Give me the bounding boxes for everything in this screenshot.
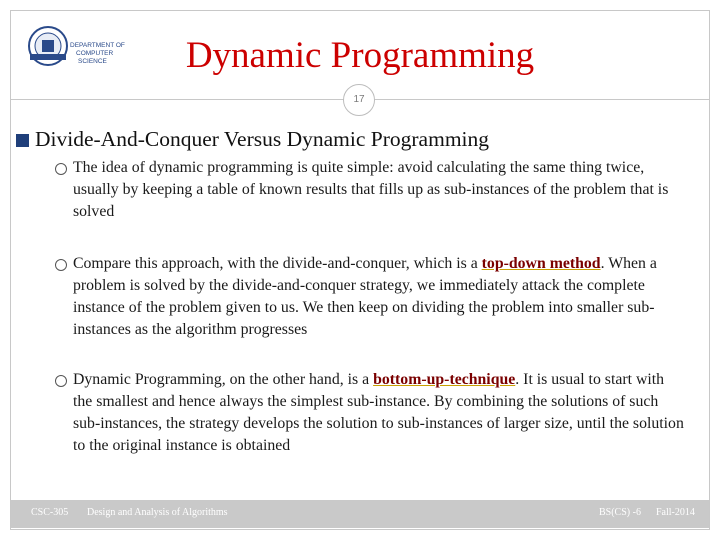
slide-number: 17 [343, 84, 375, 116]
bullet-1-text: The idea of dynamic programming is quite simple: avoid calculating the same thing twice, usually by keeping a table of known results that fills up as sub-instances of the problem that is solved [73, 159, 669, 220]
bullet-2-highlight: top-down method [481, 255, 601, 272]
logo-text-line-1: DEPARTMENT OF [70, 42, 125, 49]
bullet-2-text-before: Compare this approach, with the divide-and-conquer, which is a [73, 255, 482, 272]
bullet-3-highlight: bottom-up-technique [373, 371, 516, 388]
footer-subject: Design and Analysis of Algorithms [87, 507, 228, 518]
bullet-item-1 [73, 157, 685, 223]
bullet-2-text-after: . When a problem is solved by the divide-and-conquer strategy, we immediately attack the complete instance of the problem given to us. We then keep on dividing the problem into smaller sub-instances as the algorithm progresses [73, 255, 657, 338]
footer-term: Fall-2014 [656, 507, 695, 518]
bullet-3-text-before: Dynamic Programming, on the other hand, is a [73, 371, 374, 388]
slide-title: Dynamic Programming [185, 35, 535, 76]
section-heading-text: Divide-And-Conquer Versus Dynamic Programming [35, 127, 490, 151]
logo-text-line-2: COMPUTER [76, 50, 114, 57]
bullet-3-text-after: . It is usual to start with the smallest and hence always the simplest sub-instance. By combining the solutions of such sub-instances, the strategy develops the solution to sub-instances of larger size, until the solution to the original instance is obtained [73, 371, 684, 454]
circle-bullet-icon [55, 163, 67, 175]
department-logo [26, 18, 146, 74]
square-bullet-icon [16, 134, 29, 147]
circle-bullet-icon [55, 259, 67, 271]
bullet-item-2 [73, 253, 685, 341]
logo-text-line-3: SCIENCE [78, 58, 107, 65]
bullet-item-3 [73, 369, 685, 457]
circle-bullet-icon [55, 375, 67, 387]
footer-program: BS(CS) -6 [599, 507, 641, 518]
section-heading [16, 125, 489, 153]
slide-footer [11, 500, 709, 528]
footer-course: CSC-305 [31, 507, 69, 518]
